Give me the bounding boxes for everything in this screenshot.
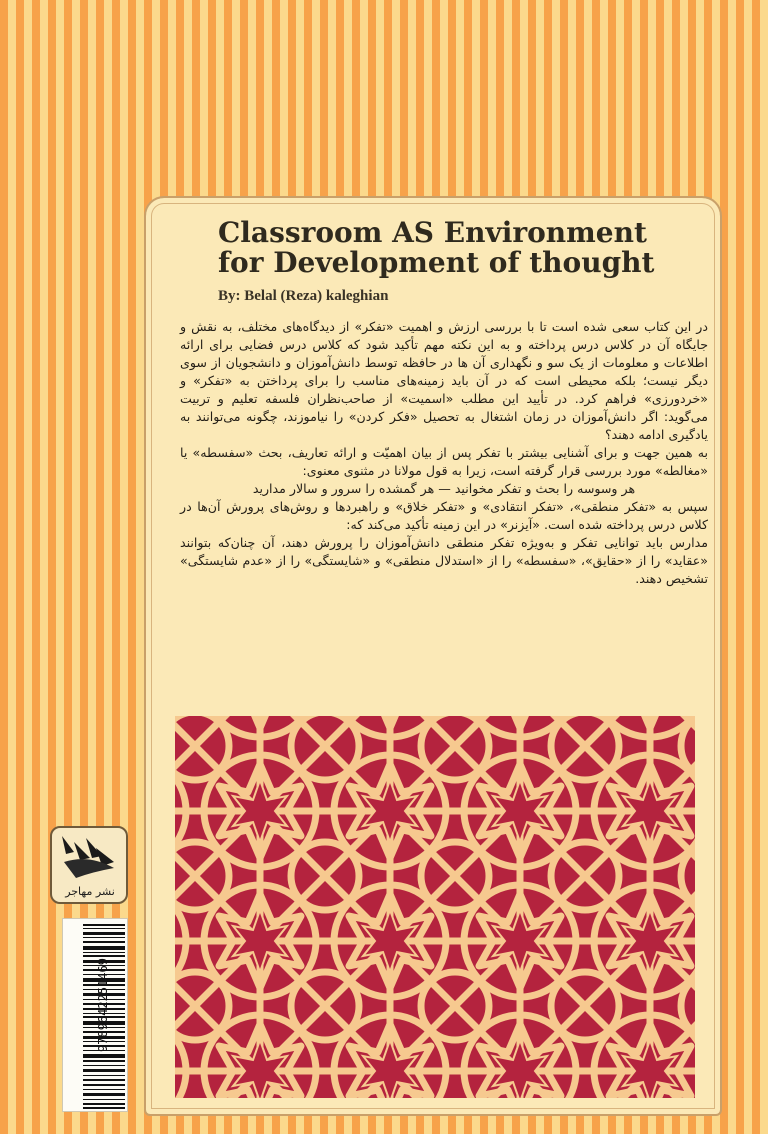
description-paragraph: سپس به «تفکر منطقی»، «تفکر انتقادی» و «تفکر خلاق» و راهبردها و روش‌های پرورش آن‌ها در کلاس درس پرداخته شده است. «آیزنر» در این زمینه تأکید می‌کند که: (180, 499, 708, 532)
book-author: By: Belal (Reza) kaleghian (218, 288, 389, 304)
description-paragraph: در این کتاب سعی شده است تا با بررسی ارزش و اهمیت «تفکر» از دیدگاه‌های مختلف، به نقش و جایگاه آن در کلاس درس پرداخته و به این نکته مهم تأکید شود که کلاس درس فضایی برای ارائه اطلاعات و معلومات از یک سو و نگهداری آن ها در حافظه توسط دانش‌آموزان و دانشجویان از سوی دیگر نیست؛ بلکه محیطی است که در آن باید زمینه‌های مناسب را برای پرداختن به «تفکر» و «خردورزی» فراهم کرد. در تأیید این مطلب «اسمیت» از صاحب‌نظران فلسفه تعلیم و تربیت می‌گوید: اگر دانش‌آموزان در زمان اشتغال به تحصیل «فکر کردن» را نیاموزند، چگونه می‌توانند به یادگیری ادامه دهند؟ (180, 319, 708, 442)
publisher-logo (50, 826, 128, 904)
isbn-number: 9789642251469 (96, 958, 110, 1052)
publisher-name: نشر مهاجر (65, 885, 115, 898)
description-paragraph: مدارس باید توانایی تفکر و به‌ویژه تفکر منطقی دانش‌آموزان را پرورش دهند، آن چنان‌که بتوانند «عقاید» را از «حقایق»، «سفسطه» را از «استدلال منطقی» و «شایستگی» را از «عدم شایستگی» تشخیص دهند. (180, 535, 708, 586)
isbn-barcode (62, 918, 128, 1112)
book-title: Classroom AS Environment for Development of thought (218, 216, 655, 279)
poem-verse: هر وسوسه را بحث و تفکر مخوانید — هر گمشده را سرور و سالار مدارید (252, 481, 636, 496)
description-paragraph: به همین جهت و برای آشنایی بیشتر با تفکر پس از بیان اهمیّت و ارائه تعاریف، بحث «سفسطه» یا «مغالطه» مورد بررسی قرار گرفته است، زیرا به قول مولانا در مثنوی معنوی: (180, 445, 708, 478)
geometric-pattern (175, 716, 695, 1098)
islamic-star-pattern (175, 716, 695, 1098)
book-description (180, 318, 708, 588)
